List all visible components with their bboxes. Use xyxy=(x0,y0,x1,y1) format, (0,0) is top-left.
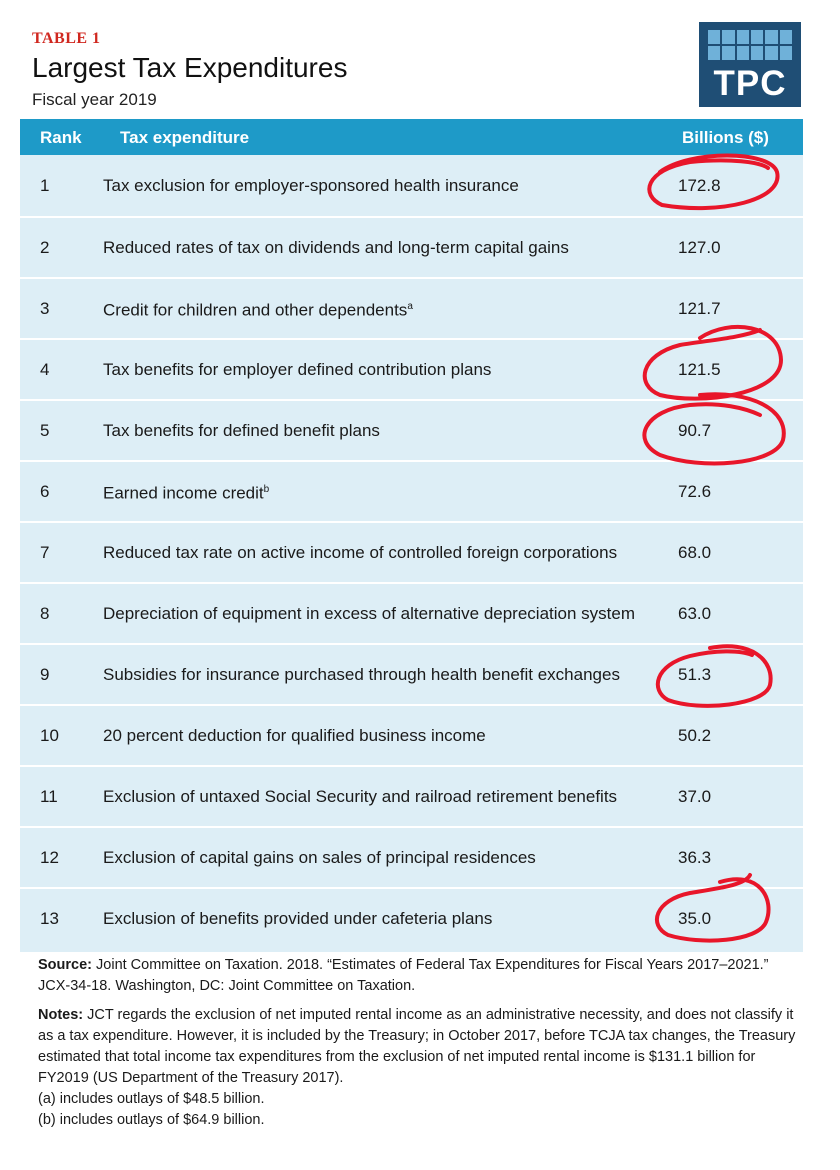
table-row xyxy=(20,155,803,216)
tpc-logo xyxy=(699,22,801,107)
expenditure-cell xyxy=(103,279,663,338)
expenditure-text xyxy=(103,723,486,748)
expenditure-cell xyxy=(103,828,663,887)
page-subtitle: Fiscal year 2019 xyxy=(32,90,157,109)
expenditure-text xyxy=(103,540,617,565)
expenditure-text xyxy=(103,357,491,382)
table-header xyxy=(20,119,803,155)
rank-cell: 11 xyxy=(40,786,58,806)
expenditure-text xyxy=(103,662,620,687)
table-row xyxy=(20,277,803,338)
value-cell: 36.3 xyxy=(678,847,712,867)
expenditure-text xyxy=(103,477,269,506)
rank-cell: 2 xyxy=(40,237,50,257)
value-cell: 63.0 xyxy=(678,603,712,623)
value-cell: 37.0 xyxy=(678,786,712,806)
table-row xyxy=(20,765,803,826)
expenditure-cell xyxy=(103,584,663,643)
table-row xyxy=(20,216,803,277)
expenditure-label: Reduced tax rate on active income of controlled foreign corporations xyxy=(103,543,618,562)
value-cell: 50.2 xyxy=(678,725,712,745)
expenditure-label: Tax benefits for defined benefit plans xyxy=(103,421,380,440)
rank-cell: 1 xyxy=(40,175,50,195)
expenditure-label: Credit for children and other dependents xyxy=(103,300,408,320)
expenditure-cell xyxy=(103,340,663,399)
value-cell: 72.6 xyxy=(678,481,712,501)
table-label: TABLE 1 xyxy=(32,30,101,47)
expenditure-label: 20 percent deduction for qualified business income xyxy=(103,726,486,745)
tax-expenditure-table xyxy=(20,119,803,952)
table-row xyxy=(20,399,803,460)
expenditure-text xyxy=(103,235,569,260)
notes-section xyxy=(38,1005,798,1131)
value-cell: 35.0 xyxy=(678,908,712,928)
expenditure-text xyxy=(103,845,536,870)
table-row xyxy=(20,643,803,704)
rank-cell: 7 xyxy=(40,542,50,562)
table-row xyxy=(20,521,803,582)
notes-paragraph xyxy=(38,1005,798,1089)
column-header-expenditure: Tax expenditure xyxy=(120,128,250,147)
rank-cell: 8 xyxy=(40,603,50,623)
expenditure-cell xyxy=(103,462,663,521)
expenditure-cell xyxy=(103,523,663,582)
value-cell: 121.7 xyxy=(678,298,721,318)
footnote-marker: b xyxy=(263,484,270,496)
rank-cell: 12 xyxy=(40,847,59,867)
column-header-rank: Rank xyxy=(40,128,82,147)
source-label: Source: xyxy=(38,957,92,973)
expenditure-text xyxy=(103,294,413,323)
expenditure-cell xyxy=(103,401,663,460)
expenditure-label: Exclusion of benefits provided under cafeteria plans xyxy=(103,909,493,928)
value-cell: 90.7 xyxy=(678,420,712,440)
value-cell: 68.0 xyxy=(678,542,712,562)
expenditure-cell xyxy=(103,218,663,277)
notes-text: JCT regards the exclusion of net imputed rental income as an administrative necessity, and does not classify it as a tax expenditure. However, it is included by the Treasury; in October 2017, before TCJA tax changes, the Treasury estimated that total income tax expenditures from the exclusion of net imputed rental income is $131.1 billion for FY2019 (US Department of the Treasury 2017). xyxy=(38,1007,796,1086)
table-row xyxy=(20,826,803,887)
expenditure-label: Exclusion of capital gains on sales of principal residences xyxy=(103,848,536,867)
expenditure-text xyxy=(103,784,617,809)
source-text: Joint Committee on Taxation. 2018. “Estimates of Federal Tax Expenditures for Fiscal Years 2017–2021.” JCX-34-18. Washington, DC: Joint Committee on Taxation. xyxy=(38,957,769,994)
table-row xyxy=(20,338,803,399)
rank-cell: 6 xyxy=(40,481,50,501)
expenditure-cell xyxy=(103,889,663,948)
table-row xyxy=(20,582,803,643)
expenditure-text xyxy=(103,906,492,931)
expenditure-label: Tax benefits for employer defined contribution plans xyxy=(103,360,492,379)
notes-label: Notes: xyxy=(38,1007,84,1023)
table-body xyxy=(20,155,803,948)
rank-cell: 9 xyxy=(40,664,50,684)
rank-cell: 13 xyxy=(40,908,59,928)
source-note xyxy=(38,955,798,997)
expenditure-cell xyxy=(103,155,663,216)
rank-cell: 4 xyxy=(40,359,50,379)
expenditure-text xyxy=(103,418,380,443)
expenditure-label: Depreciation of equipment in excess of alternative depreciation system xyxy=(103,604,636,623)
footnote-b: (b) includes outlays of $64.9 billion. xyxy=(38,1112,265,1128)
logo-text: TPC xyxy=(713,64,787,103)
rank-cell: 3 xyxy=(40,298,50,318)
table-row xyxy=(20,887,803,948)
expenditure-label: Subsidies for insurance purchased through health benefit exchanges xyxy=(103,665,620,684)
rank-cell: 5 xyxy=(40,420,50,440)
expenditure-cell xyxy=(103,706,663,765)
expenditure-label: Tax exclusion for employer-sponsored health insurance xyxy=(103,176,519,195)
table-row xyxy=(20,460,803,521)
page-title: Largest Tax Expenditures xyxy=(32,52,348,83)
footnote-a: (a) includes outlays of $48.5 billion. xyxy=(38,1091,265,1107)
expenditure-text xyxy=(103,173,519,198)
table-row xyxy=(20,704,803,765)
column-header-billions: Billions ($) xyxy=(682,128,769,147)
expenditure-cell xyxy=(103,645,663,704)
expenditure-label: Exclusion of untaxed Social Security and railroad retirement benefits xyxy=(103,787,618,806)
footnote-marker: a xyxy=(407,301,413,313)
value-cell: 121.5 xyxy=(678,359,721,379)
expenditure-cell xyxy=(103,767,663,826)
logo-grid-icon xyxy=(708,30,792,60)
value-cell: 51.3 xyxy=(678,664,712,684)
expenditure-label: Earned income credit xyxy=(103,483,264,503)
value-cell: 127.0 xyxy=(678,237,721,257)
expenditure-text xyxy=(103,601,635,626)
expenditure-label: Reduced rates of tax on dividends and long-term capital gains xyxy=(103,238,569,257)
value-cell: 172.8 xyxy=(678,175,721,195)
rank-cell: 10 xyxy=(40,725,59,745)
